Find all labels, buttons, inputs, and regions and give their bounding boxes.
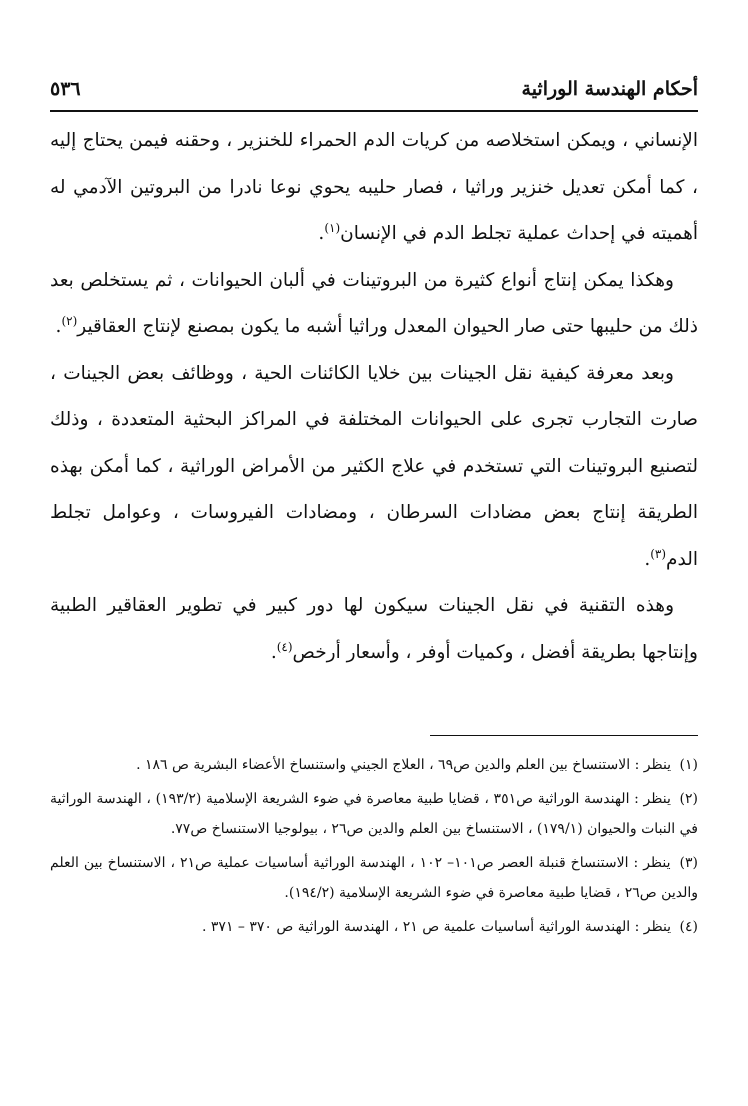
paragraph-tail: . bbox=[644, 548, 651, 570]
main-text bbox=[50, 118, 698, 676]
paragraph-text: وهذه التقنية في نقل الجينات سيكون لها دور كبير في تطوير العقاقير الطبية وإنتاجها بطريقة أفضل ، وكميات أوفر ، وأسعار أرخص bbox=[50, 595, 698, 663]
footnote-ref-4: (٤) bbox=[276, 639, 293, 654]
page-header bbox=[50, 72, 698, 106]
footnote-divider bbox=[430, 735, 698, 736]
page-number: ٥٣٦ bbox=[50, 78, 81, 100]
footnote-3 bbox=[50, 848, 698, 908]
paragraph-text: وبعد معرفة كيفية نقل الجينات بين خلايا الكائنات الحية ، ووظائف بعض الجينات ، صارت التجارب تجرى على الحيوانات المختلفة في المراكز البحثية المتعددة ، وذلك لتصنيع البروتينات التي تستخدم في علاج الكثير من الأمراض الوراثية ، كما أمكن بهذه الطريقة إنتاج بعض مضادات السرطان ، ومضادات الفيروسات ، وعوامل تجلط الدم bbox=[50, 362, 698, 570]
footnote-text: ينظر : الاستنساخ بين العلم والدين ص٦٩ ، العلاج الجيني واستنساخ الأعضاء البشرية ص ١٨٦ . bbox=[136, 757, 672, 773]
running-title: أحكام الهندسة الوراثية bbox=[521, 78, 698, 100]
footnote-1 bbox=[50, 750, 698, 780]
footnote-number: (١) bbox=[679, 757, 698, 773]
footnotes bbox=[50, 750, 698, 946]
footnote-text: ينظر : الهندسة الوراثية أساسيات علمية ص ٢١ ، الهندسة الوراثية ص ٣٧٠ – ٣٧١ . bbox=[202, 919, 672, 935]
paragraph-tail: . bbox=[318, 223, 325, 244]
header-divider bbox=[50, 110, 698, 112]
paragraph-text: وهكذا يمكن إنتاج أنواع كثيرة من البروتينات في ألبان الحيوانات ، ثم يستخلص بعد ذلك من حليبها حتى صار الحيوان المعدل وراثيا أشبه ما يكون بمصنع لإنتاج العقاقير bbox=[50, 269, 698, 337]
paragraph-tail: . bbox=[55, 316, 62, 337]
paragraph-1 bbox=[50, 118, 698, 258]
footnote-ref-2: (٢) bbox=[61, 313, 78, 328]
footnote-ref-3: (٣) bbox=[650, 546, 667, 561]
footnote-text: ينظر : الهندسة الوراثية ص٣٥١ ، قضايا طبية معاصرة في ضوء الشريعة الإسلامية (١٩٣/٢) ، الهندسة الوراثية في النبات والحيوان (١٧٩/١) ، الاستنساخ بين العلم والدين ص٢٦ ، بيولوجيا الاستنساخ ص٧٧. bbox=[50, 791, 698, 837]
paragraph-3 bbox=[50, 351, 698, 584]
footnote-4 bbox=[50, 912, 698, 942]
footnote-number: (٢) bbox=[679, 791, 699, 807]
footnote-text: ينظر : الاستنساخ قنبلة العصر ص١٠١– ١٠٢ ، الهندسة الوراثية أساسيات عملية ص٢١ ، الاستنساخ بين العلم والدين ص٢٦ ، قضايا طبية معاصرة في ضوء الشريعة الإسلامية (١٩٤/٢). bbox=[50, 855, 698, 901]
paragraph-4 bbox=[50, 583, 698, 676]
footnote-number: (٤) bbox=[679, 919, 698, 935]
paragraph-tail: . bbox=[270, 641, 277, 663]
footnote-2 bbox=[50, 784, 698, 844]
paragraph-text: الإنساني ، ويمكن استخلاصه من كريات الدم الحمراء للخنزير ، وحقنه فيمن يحتاج إليه ، كما أمكن تعديل خنزير وراثيا ، فصار حليبه يحوي نوعا نادرا من البروتين الآدمي له أهميته في إحداث عملية تجلط الدم في الإنسان bbox=[50, 130, 698, 244]
footnote-ref-1: (١) bbox=[324, 220, 341, 235]
paragraph-2 bbox=[50, 258, 698, 351]
footnote-number: (٣) bbox=[679, 855, 699, 871]
